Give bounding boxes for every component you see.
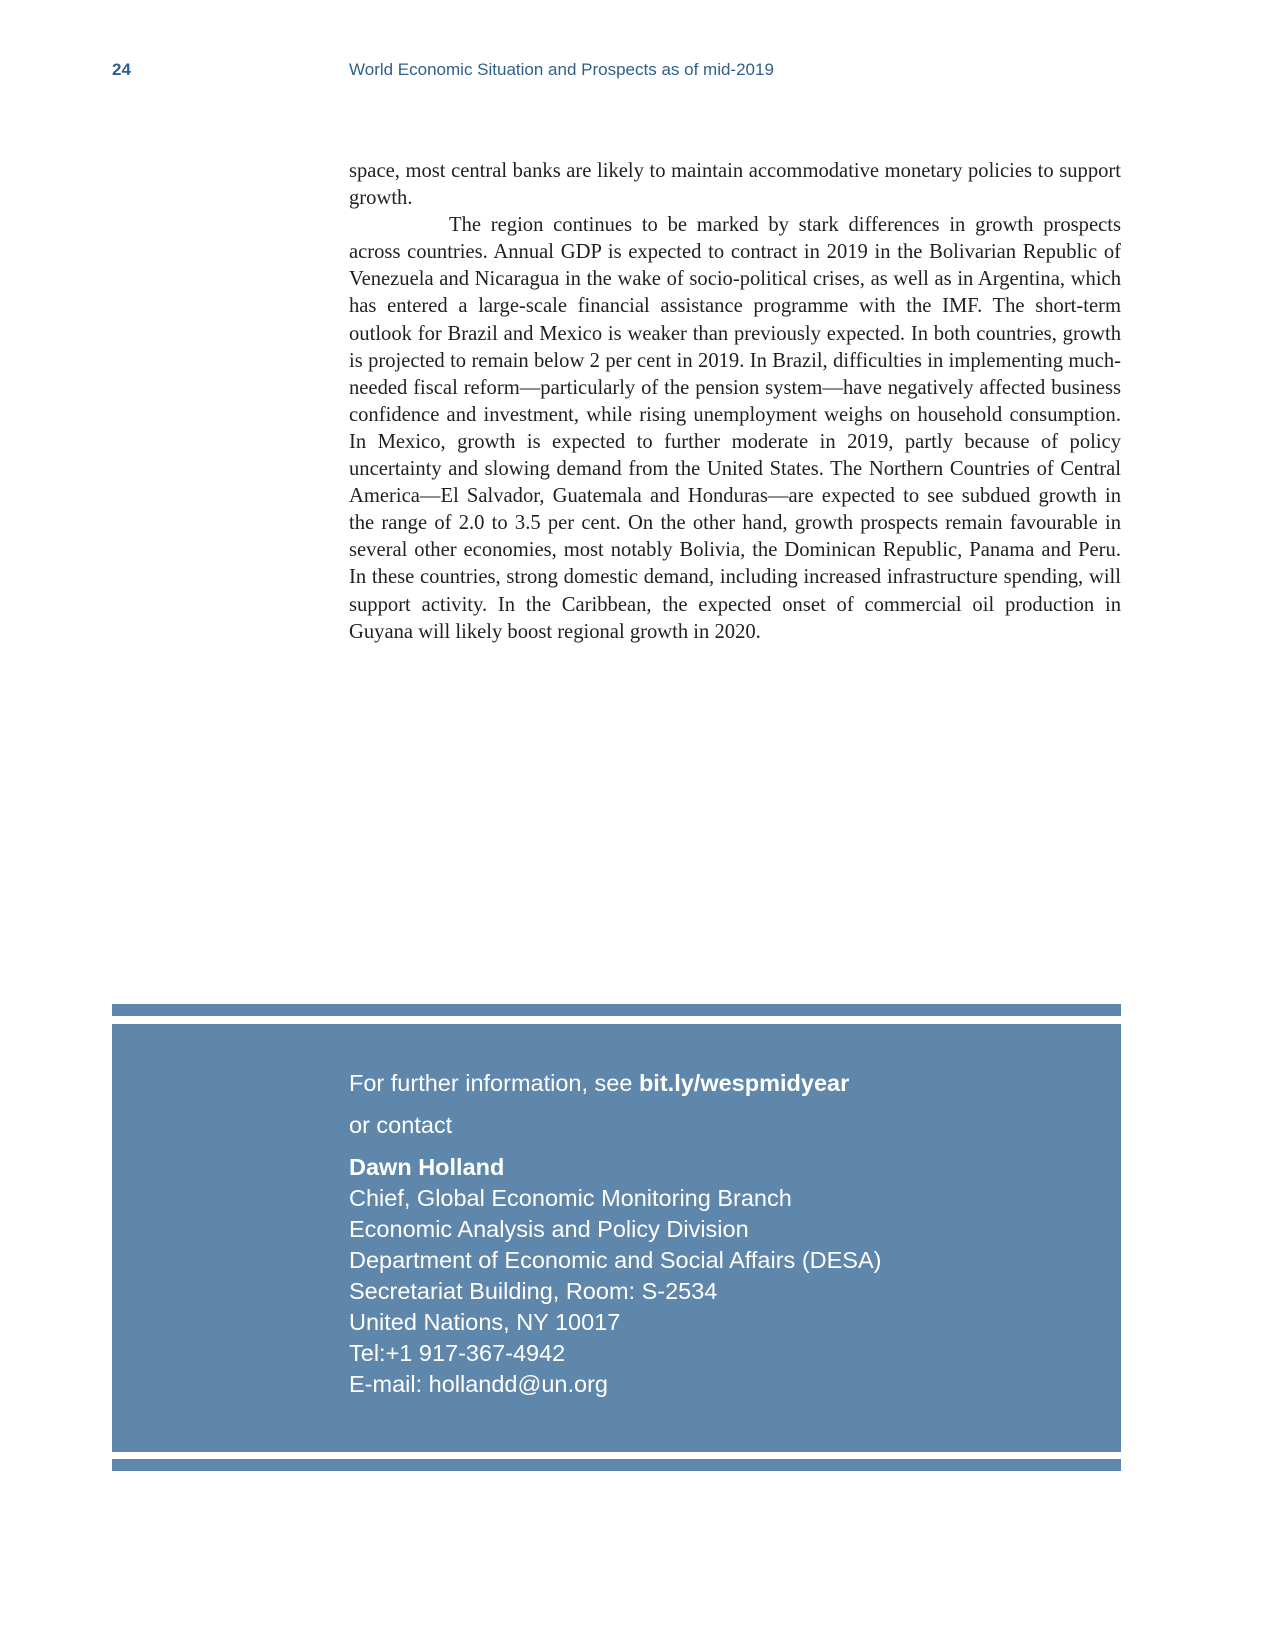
contact-department: Department of Economic and Social Affairs (DESA) — [349, 1247, 882, 1273]
page-number: 24 — [112, 60, 131, 79]
body-text — [349, 158, 1121, 646]
contact-telephone: Tel:+1 917-367-4942 — [349, 1340, 566, 1366]
contact-info-box — [112, 1024, 1121, 1452]
further-info-text: For further information, see — [349, 1070, 639, 1096]
contact-info-content — [349, 1068, 1089, 1400]
contact-name: Dawn Holland — [349, 1154, 505, 1180]
contact-address: United Nations, NY 10017 — [349, 1309, 621, 1335]
further-info-link[interactable]: bit.ly/wespmidyear — [638, 1070, 850, 1096]
contact-block — [349, 1152, 1089, 1400]
running-header-title: World Economic Situation and Prospects as of mid-2019 — [349, 60, 774, 79]
contact-division: Economic Analysis and Policy Division — [349, 1216, 749, 1242]
contact-email[interactable]: E-mail: hollandd@un.org — [349, 1371, 608, 1397]
or-contact-text: or contact — [349, 1112, 453, 1138]
info-box-top-rule — [112, 1004, 1121, 1016]
further-info-line — [349, 1068, 1089, 1098]
paragraph-continuation: space, most central banks are likely to maintain accommodative monetary policies to support growth. — [349, 160, 1121, 210]
contact-room: Secretariat Building, Room: S-2534 — [349, 1278, 718, 1304]
contact-position: Chief, Global Economic Monitoring Branch — [349, 1185, 792, 1211]
paragraph-regional-outlook: The region continues to be marked by stark differences in growth prospects across countries. Annual GDP is expected to contract in 2019 in the Bolivarian Republic of Venezuela and Nicaragua in the wake of socio-political crises, as well as in Argentina, which has entered a large-scale financial assistance programme with the IMF. The short-term outlook for Brazil and Mexico is weaker than previously expected. In both countries, growth is projected to remain below 2 per cent in 2019. In Brazil, difficulties in implementing much-needed fiscal reform—particularly of the pension system—have negatively affected business confidence and investment, while rising unemployment weighs on household consumption. In Mexico, growth is expected to further moderate in 2019, partly because of policy uncertainty and slowing demand from the United States. The Northern Countries of Central America—El Salvador, Guatemala and Honduras—are expected to see subdued growth in the range of 2.0 to 3.5 per cent. On the other hand, growth prospects remain favourable in several other economies, most notably Bolivia, the Dominican Republic, Panama and Peru. In these countries, strong domestic demand, including increased infrastructure spending, will support activity. In the Caribbean, the expected onset of commercial oil production in Guyana will likely boost regional growth in 2020. — [349, 214, 1121, 643]
info-box-bottom-rule — [112, 1459, 1121, 1471]
